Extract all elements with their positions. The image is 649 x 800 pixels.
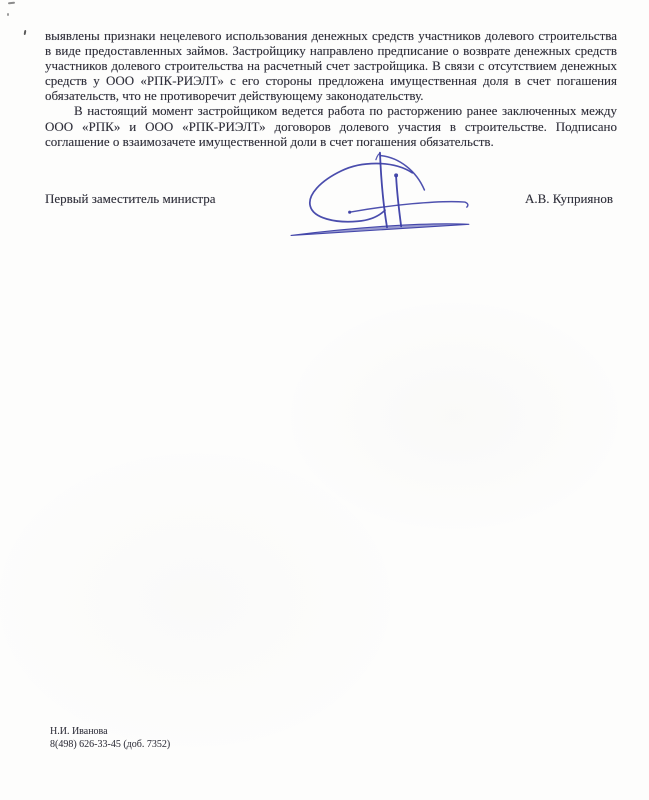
scan-speck (7, 13, 9, 16)
paragraph-continuation: выявлены признаки нецелевого использования денежных средств участников долевого строительства в виде предоставленных займов. Застройщику направлено предписание о возврате денежных средств участников долевого строительства на расчетный счет застройщика. В связи с отсутствием денежных средств у ООО «РПК-РИЭЛТ» с его стороны предложена имущественная доля в счет погашения обязательств, что не противоречит действующему законодательству. (45, 28, 617, 104)
signer-title: Первый заместитель министра (45, 191, 216, 206)
paragraph-closing: В настоящий момент застройщиком ведется работа по расторжению ранее заключенных между ООО «РПК» и ООО «РПК-РИЭЛТ» договоров долевого участия в строительстве. Подписано соглашение о взаимозачете имущественной доли в счет погашения обязательств. (45, 103, 617, 149)
executor-name: Н.И. Иванова (50, 726, 108, 737)
signer-name: А.В. Куприянов (525, 191, 613, 206)
letter-body (45, 28, 617, 149)
executor-phone: 8(498) 626-33-45 (доб. 7352) (50, 738, 171, 750)
scan-speck (24, 30, 27, 35)
scan-speck (8, 2, 15, 5)
executor-contact (50, 726, 170, 751)
signature-ink (283, 142, 485, 244)
